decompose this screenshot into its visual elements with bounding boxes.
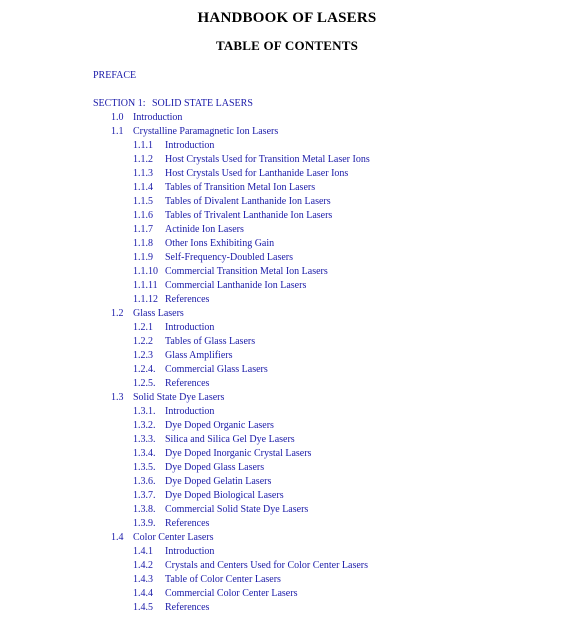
toc-subsection-link[interactable]: [133, 378, 209, 390]
toc-subsection-link[interactable]: [133, 406, 214, 418]
toc-entry-label: Host Crystals Used for Transition Metal Laser Ions: [165, 154, 370, 165]
toc-entry-number: 1.1.4: [133, 182, 153, 193]
toc-entry-label: SOLID STATE LASERS: [152, 98, 253, 109]
toc-entry-number: 1.3.4.: [133, 448, 156, 459]
toc-subsection-link[interactable]: [133, 504, 308, 516]
toc-subsection-link[interactable]: [133, 434, 295, 446]
toc-subsection-link[interactable]: [133, 462, 264, 474]
toc-subsection-link[interactable]: [133, 322, 214, 334]
toc-entry-number: 1.1.8: [133, 238, 153, 249]
toc-entry-label: Dye Doped Organic Lasers: [165, 420, 274, 431]
toc-entry-number: 1.2.3: [133, 350, 153, 361]
toc-entry-label: Other Ions Exhibiting Gain: [165, 238, 275, 249]
toc-entry-label: Commercial Solid State Dye Lasers: [165, 504, 309, 515]
toc-entry-number: 1.4: [111, 532, 124, 543]
toc-entry-label: Dye Doped Glass Lasers: [165, 462, 265, 473]
toc-subsection-link[interactable]: [133, 336, 255, 348]
toc-entry-number: 1.4.4: [133, 588, 153, 599]
toc-entry-label: Commercial Lanthanide Ion Lasers: [165, 280, 307, 291]
toc-entry-label: Introduction: [165, 140, 215, 151]
toc-chapter-link[interactable]: [111, 392, 224, 404]
toc-entry-number: 1.1.5: [133, 196, 153, 207]
toc-subsection-link[interactable]: [133, 294, 209, 306]
toc-subsection-link[interactable]: [133, 140, 214, 152]
toc-entry-number: 1.1.3: [133, 168, 153, 179]
toc-subsection-link[interactable]: [133, 364, 268, 376]
toc-entry-label: References: [165, 294, 210, 305]
toc-entry-number: 1.2.4.: [133, 364, 156, 375]
toc-entry-number: 1.1.10: [133, 266, 158, 277]
toc-chapter-link[interactable]: [111, 112, 182, 124]
toc-subsection-link[interactable]: [133, 490, 284, 502]
document-subtitle: TABLE OF CONTENTS: [215, 38, 359, 53]
toc-subsection-link[interactable]: [133, 238, 274, 250]
toc-entry-label: PREFACE: [93, 70, 137, 81]
toc-entry-number: 1.4.2: [133, 560, 153, 571]
toc-subsection-link[interactable]: [133, 574, 281, 586]
document-title: HANDBOOK OF LASERS: [197, 10, 377, 26]
toc-entry-label: Commercial Color Center Lasers: [165, 588, 298, 599]
toc-chapter-link[interactable]: [111, 126, 278, 138]
toc-entry-number: 1.3: [111, 392, 124, 403]
toc-subsection-link[interactable]: [133, 224, 244, 236]
toc-entry-label: References: [165, 378, 210, 389]
toc-entry-label: Tables of Trivalent Lanthanide Ion Lasers: [165, 210, 333, 221]
toc-entry-number: 1.0: [111, 112, 124, 123]
toc-entry-number: 1.1: [111, 126, 124, 137]
toc-entry-label: Commercial Transition Metal Ion Lasers: [165, 266, 328, 277]
toc-entry-number: 1.1.6: [133, 210, 153, 221]
toc-subsection-link[interactable]: [133, 518, 209, 530]
toc-entry-label: Dye Doped Gelatin Lasers: [165, 476, 272, 487]
toc-section-link[interactable]: [93, 70, 136, 82]
toc-entry-label: Introduction: [133, 112, 183, 123]
toc-entry-number: 1.1.7: [133, 224, 153, 235]
toc-entry-label: Tables of Glass Lasers: [165, 336, 256, 347]
toc-subsection-link[interactable]: [133, 280, 306, 292]
toc-entry-label: Glass Lasers: [133, 308, 184, 319]
toc-subsection-link[interactable]: [133, 252, 293, 264]
toc-section-link[interactable]: [93, 98, 253, 110]
toc-entry-number: 1.2.1: [133, 322, 153, 333]
toc-subsection-link[interactable]: [133, 196, 331, 208]
toc-entry-label: Glass Amplifiers: [165, 350, 233, 361]
toc-entry-number: 1.3.3.: [133, 434, 156, 445]
toc-subsection-link[interactable]: [133, 602, 209, 614]
toc-entry-number: 1.3.6.: [133, 476, 156, 487]
toc-entry-number: 1.3.8.: [133, 504, 156, 515]
toc-entry-label: References: [165, 602, 210, 613]
toc-entry-label: Tables of Transition Metal Ion Lasers: [165, 182, 316, 193]
toc-entry-label: Host Crystals Used for Lanthanide Laser Ions: [165, 168, 349, 179]
toc-entry-number: 1.2.2: [133, 336, 153, 347]
toc-entry-label: Silica and Silica Gel Dye Lasers: [165, 434, 295, 445]
toc-entry-number: SECTION 1:: [93, 98, 146, 109]
toc-entry-label: Introduction: [165, 406, 215, 417]
toc-entry-label: Color Center Lasers: [133, 532, 214, 543]
toc-entry-label: References: [165, 518, 210, 529]
toc-entry-number: 1.1.1: [133, 140, 153, 151]
toc-entry-label: Dye Doped Inorganic Crystal Lasers: [165, 448, 312, 459]
toc-entry-number: 1.1.2: [133, 154, 153, 165]
toc-entry-number: 1.1.11: [133, 280, 158, 291]
toc-entry-label: Solid State Dye Lasers: [133, 392, 225, 403]
toc-chapter-link[interactable]: [111, 532, 214, 544]
toc-subsection-link[interactable]: [133, 560, 368, 572]
toc-subsection-link[interactable]: [133, 546, 214, 558]
toc-entry-label: Self-Frequency-Doubled Lasers: [165, 252, 294, 263]
toc-entry-number: 1.1.12: [133, 294, 158, 305]
toc-entry-number: 1.2: [111, 308, 124, 319]
toc-subsection-link[interactable]: [133, 182, 315, 194]
toc-entry-label: Crystalline Paramagnetic Ion Lasers: [133, 126, 279, 137]
toc-entry-number: 1.3.9.: [133, 518, 156, 529]
toc-entry-label: Introduction: [165, 546, 215, 557]
toc-subsection-link[interactable]: [133, 588, 297, 600]
toc-subsection-link[interactable]: [133, 420, 274, 432]
toc-entry-label: Commercial Glass Lasers: [165, 364, 268, 375]
toc-entry-label: Tables of Divalent Lanthanide Ion Lasers: [165, 196, 331, 207]
toc-entry-number: 1.3.5.: [133, 462, 156, 473]
toc-entry-number: 1.3.2.: [133, 420, 156, 431]
toc-entry-label: Crystals and Centers Used for Color Center Lasers: [165, 560, 369, 571]
toc-subsection-link[interactable]: [133, 448, 311, 460]
toc-subsection-link[interactable]: [133, 154, 370, 166]
toc-subsection-link[interactable]: [133, 350, 233, 362]
toc-entry-label: Dye Doped Biological Lasers: [165, 490, 284, 501]
toc-entry-number: 1.4.1: [133, 546, 153, 557]
toc-entry-number: 1.3.1.: [133, 406, 156, 417]
toc-entry-number: 1.2.5.: [133, 378, 156, 389]
toc-subsection-link[interactable]: [133, 168, 348, 180]
toc-entry-label: Table of Color Center Lasers: [165, 574, 281, 585]
toc-entry-label: Introduction: [165, 322, 215, 333]
toc-entry-number: 1.4.3: [133, 574, 153, 585]
toc-chapter-link[interactable]: [111, 308, 184, 320]
toc-subsection-link[interactable]: [133, 476, 271, 488]
toc-entry-number: 1.3.7.: [133, 490, 156, 501]
toc-subsection-link[interactable]: [133, 210, 332, 222]
toc-entry-number: 1.1.9: [133, 252, 153, 263]
toc-entry-number: 1.4.5: [133, 602, 153, 613]
toc-subsection-link[interactable]: [133, 266, 328, 278]
toc-entry-label: Actinide Ion Lasers: [165, 224, 244, 235]
